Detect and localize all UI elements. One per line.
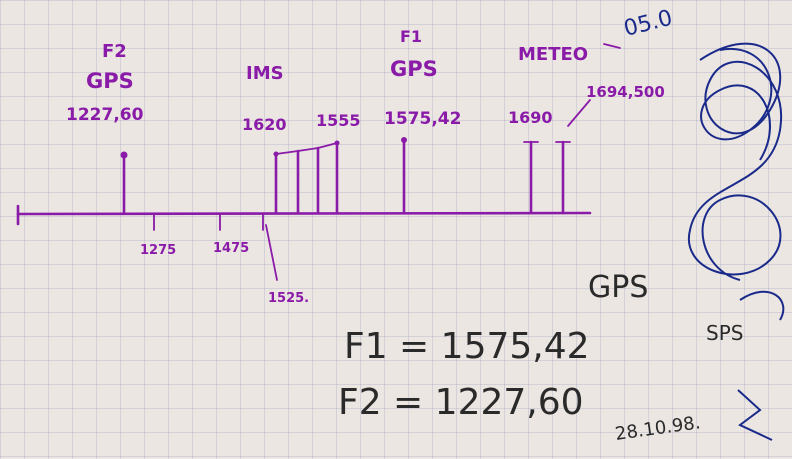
f1-gps-label: GPS [390,57,438,81]
f2-equation-note: F2 = 1227,60 [338,382,584,423]
corner-date-partial: 05.0 [621,5,675,42]
tick-1275-label: 1275 [140,243,177,258]
tick-1475-label: 1475 [213,241,250,256]
gps-heading-note: GPS [588,270,649,305]
ims-start-label: 1620 [242,115,287,134]
frequency-axis-line [18,213,590,214]
meteo-pointer [568,100,590,126]
meteo-short-label: 1690 [508,108,553,127]
f1-marker-dot [401,137,407,143]
f2-value-label: 1227,60 [66,105,144,125]
blue-scribble [689,44,783,440]
tick-1525-pointer [266,225,277,280]
date-note: 28.10.98. [613,412,702,445]
f2-gps-label: GPS [86,69,134,93]
f2-marker-dot [121,152,128,159]
ims-dot-1 [274,152,279,157]
ims-dot-2 [335,141,340,146]
f1-value-label: 1575,42 [384,109,462,129]
meteo-label: METEO [518,44,589,65]
meteo-label-link [604,44,620,48]
f1-label: F1 [400,27,423,46]
f1-equation-note: F1 = 1575,42 [344,326,590,367]
ims-end-label: 1555 [316,111,361,130]
f2-label: F2 [102,41,127,62]
ims-band-top [276,143,337,154]
ims-label: IMS [246,63,284,84]
meteo-value-label: 1694,500 [586,83,665,101]
tick-1525-label: 1525. [268,291,310,306]
sps-note: SPS [706,321,744,345]
